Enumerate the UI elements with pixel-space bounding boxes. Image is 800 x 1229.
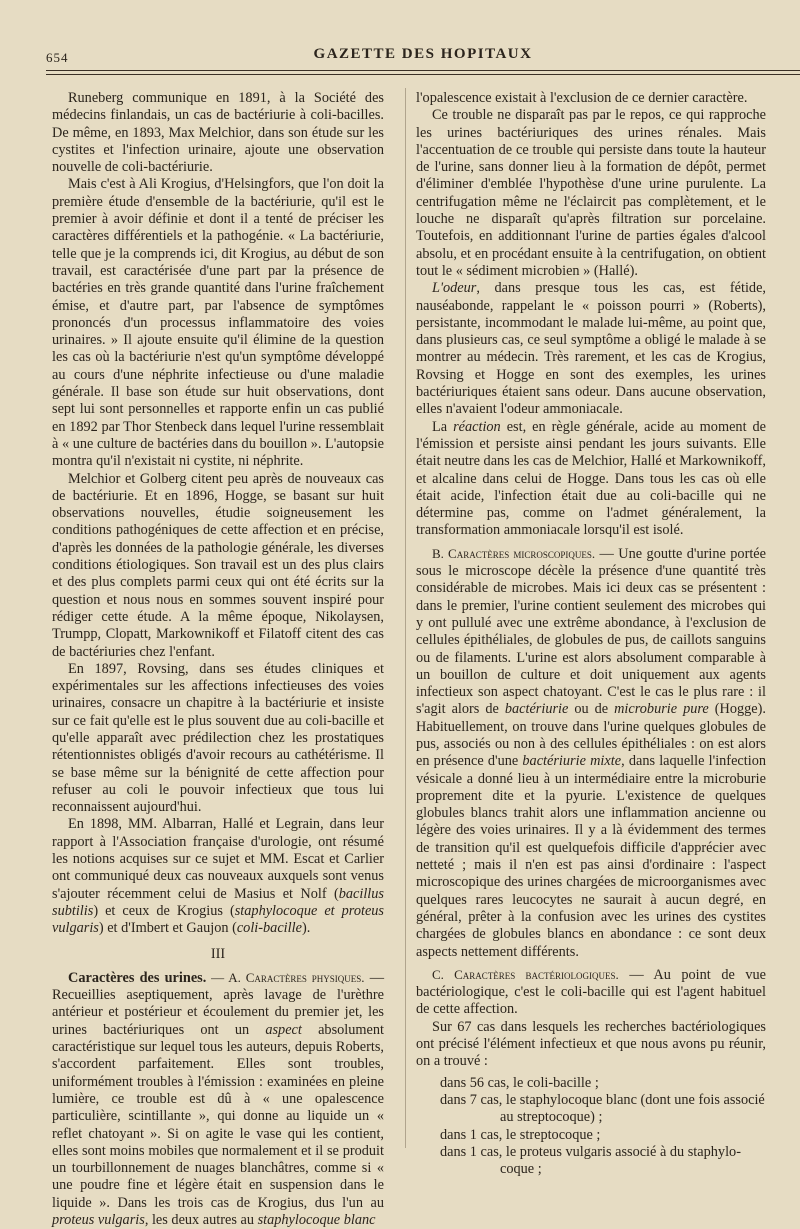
running-header [46, 44, 800, 66]
left-column [52, 90, 384, 1229]
header-rule-top [46, 70, 800, 71]
paragraph: En 1897, Rovsing, dans ses études cliniques et expérimentales sur les affections infectieuses des voies urinaires, consacre un chapitre à la bactériurie et insiste sur ce fait qu'elle est le plus souvent due au coli-bacille et qu'elle apparaît avec prédilection chez les prostatiques rétentionnistes obligés d'avoir recours au cathétérisme. Il se base même sur la bénignité de cette affection pour refuser au coli le pouvoir infectieux que tous lui reconnaissent aujourd'hui. [52, 660, 384, 816]
case-list [416, 1075, 766, 1179]
section-heading: Caractères des urines. [68, 969, 207, 986]
paragraph: B. Caractères microscopiques. — Une goutte d'urine portée sous le microscope décèle la présence d'une quantité très considérable de microbes. Mais ici deux cas se présentent : dans le premier, l'urine contient seulement des microbes qui y ont pullulé avec une extrême abondance, à l'exclusion de cellules épithéliales, de globules de pus, de caillots sanguins ou de filaments. L'urine est alors absolument comparable à un bouillon de culture et doit uniquement aux agents infectieux son aspect chatoyant. C'est le cas le plus rare : il s'agit alors de bactériurie ou de microburie pure (Hogge). Habituellement, on trouve dans l'urine quelques globules de pus, associés ou non à des cellules épithéliales : on est alors en présence d'une bactériurie mixte, dans laquelle l'infection vésicale a donné lieu à un intermédiaire entre la microburie proprement dite et la pyurie. L'existence de quelques globules blancs trahit alors une inflammation ancienne ou légère des voies urinaires. Il y a là évidemment des termes de transition qu'il est quelquefois difficile d'apprécier avec netteté ; mais il n'en est pas ainsi d'ordinaire : l'aspect microscopique des urines chargées de microorganismes avec quelques rares leucocytes ne saurait à aucun degré, en général, prêter à la confusion avec les urines des cystites chargées de globules blancs en abondance : ce sont deux aspects nettement différents. [416, 545, 767, 960]
paragraph: La réaction est, en règle générale, acide au moment de l'émission et persiste ainsi pendant les jours suivants. Elle était neutre dans les cas de Melchior, Hallé et Markownikoff, et alcaline dans celui de Hogge. Dans tous les cas où elle était acide, l'infection était due au coli-bacille qui ne détermine pas, comme on l'admet généralement, la transformation ammoniacale lorsqu'il est isolé. [416, 418, 767, 539]
paragraph: Runeberg communique en 1891, à la Société des médecins finlandais, un cas de bactériurie à coli-bacilles. De même, en 1893, Max Melchior, dans son étude sur les cystites et l'infection urinaire, ajoute une observation nouvelle de coli-bactériurie. [52, 90, 384, 176]
section-number: III [210, 945, 226, 962]
list-item: dans 7 cas, le staphylocoque blanc (dont une fois associé au streptocoque) ; [440, 1091, 765, 1126]
header-rule-bottom [46, 74, 800, 75]
list-item: dans 56 cas, le coli-bacille ; [440, 1074, 599, 1091]
subsection-heading: B. Caractères microscopiques. [432, 545, 596, 561]
list-item: dans 1 cas, le proteus vulgaris associé à du staphylo- coque ; [440, 1143, 741, 1178]
paragraph: Ce trouble ne disparaît pas par le repos, ce qui rapproche les urines bactériuriques des urines rénales. Mais l'accentuation de ce trouble qui persiste dans toute la hauteur de l'urine, sans donner lieu à la formation de dépôt, permet d'éliminer d'emblée l'hypothèse d'une urine purulente. La centrifugation même ne l'éclaircit pas complètement, et le louche ne disparaît qu'après filtration sur porcelaine. Toutefois, en additionnant l'urine de parties égales d'alcool absolu, et en procédant ensuite à la centrifugation, on obtient tout le « sédiment microbien » (Hallé). [416, 107, 766, 279]
paragraph: Sur 67 cas dans lesquels les recherches bactériologiques ont précisé l'élément infectieux et que nous avons pu réunir, on a trouvé : [416, 1018, 766, 1070]
subsection-heading: — A. Caractères physiques. [206, 969, 365, 985]
journal-title: GAZETTE DES HOPITAUX [313, 46, 533, 62]
right-column [416, 90, 766, 1178]
column-divider [405, 88, 406, 1148]
list-item: dans 1 cas, le streptocoque ; [440, 1126, 601, 1143]
paragraph: Mais c'est à Ali Krogius, d'Helsingfors, que l'on doit la première étude d'ensemble de la bactériurie, qu'il est le premier à avoir définie et dont il a tenté de préciser les caractères différentiels et la pathogénie. « La bactériurie, telle que je la comprends ici, dit Krogius, au début de son travail, est caractérisée d'une part par la présence de bactéries en très grande quantité dans l'urine fraîchement émise, et d'autre part, par l'absence de symptômes prononcés d'un processus inflammatoire des voies urinaires. » Il ajoute ensuite qu'il élimine de la question les cas où la bactériurie n'est qu'un symptôme développé au cours d'une néphrite infectieuse ou d'une maladie générale. Il base son étude sur huit observations, dont sept lui sont personnelles et rapporte enfin un cas publié en 1892 par Thor Stenbeck dans lequel l'urine ressemblait à « une culture de bactéries dans du bouillon ». L'autopsie montra qu'il n'existait ni cystite, ni néphrite. [52, 176, 384, 470]
paragraph: l'opalescence existait à l'exclusion de ce dernier caractère. [416, 90, 748, 106]
page-number: 654 [46, 50, 69, 65]
paragraph: En 1898, MM. Albarran, Hallé et Legrain, dans leur rapport à l'Association française d'urologie, ont résumé les notions acquises sur ce sujet et MM. Escat et Carlier ont communiqué deux cas nouveaux auxquels sont venus s'ajouter récemment celui de Masius et Nolf (bacillus subtilis) et ceux de Krogius (staphylocoque et proteus vulgaris) et d'Imbert et Gaujon (coli-bacille). [52, 816, 384, 937]
paragraph: C. Caractères bactériologiques. — Au point de vue bactériologique, c'est le coli-bacille qui est l'agent habituel de cette affection. [416, 966, 766, 1018]
subsection-heading: C. Caractères bactériologiques. [432, 966, 619, 982]
paragraph: Melchior et Golberg citent peu après de nouveaux cas de bactériurie. Et en 1896, Hogge, se basant sur huit observations nouvelles, étudie soigneusement les conditions pathogéniques de cette affection et en précise, d'après les données de la pathologie générale, les diverses conditions étiologiques. Son travail est un des plus clairs et des plus complets parmi ceux qui ont été écrits sur la question et nous nous en sommes souvent inspiré pour rédiger cette étude. A la même époque, Nikolaysen, Trumpp, Clopatt, Markownikoff et Filatoff citent des cas de bactériuries chez l'enfant. [52, 470, 384, 660]
paragraph: L'odeur, dans presque tous les cas, est fétide, nauséabonde, rappelant le « poisson pourri » (Roberts), persistante, incommodant le malade lui-même, au point que, dans plusieurs cas, ce seul symptôme a obligé le malade à se montrer au médecin. Très rarement, et les cas de Krogius, Rovsing et Hogge en sont des exemples, les urines bactériuriques étaient sans odeur. Dans aucune observation, elles n'avaient l'odeur ammoniacale. [416, 280, 766, 418]
paragraph: Caractères des urines. — A. Caractères physiques. — Recueillies aseptiquement, après lavage de l'urèthre antérieur et postérieur et écoulement du premier jet, les urines bactériuriques ont un aspect absolument caractéristique sur lequel tous les auteurs, depuis Roberts, s'accordent parfaitement. Elles sont troubles, uniformément troubles à l'émission : examinées en pleine lumière, ce trouble est dû à « une opalescence particulière, scintillante », qui donne au liquide un « reflet chatoyant ». Si on agite le vase qui les contient, elles sont moins mobiles que normalement et il se produit un tourbillonnement de nuages blanchâtres, comme si « une poudre fine et légère était en suspension dans le liquide ». Dans les trois cas de Krogius, dus l'un au proteus vulgaris, les deux autres au staphylocoque blanc [52, 969, 385, 1228]
